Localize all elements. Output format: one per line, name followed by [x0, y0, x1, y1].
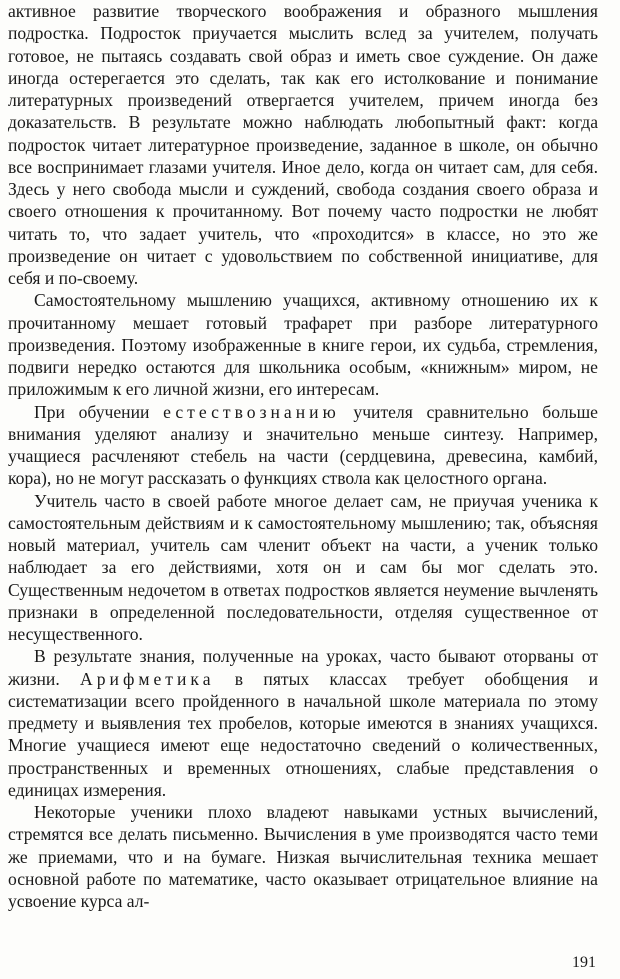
paragraph-6-text: Некоторые ученики плохо владеют навыками устных вычислений, стремятся все делать письменно. Вычисления в уме производятся часто теми же приемами, что и на бумаге. Низкая вычислительная техника мешает основной работе по математике, часто оказывает отрицательное влияние на усвоение курса ал- [8, 802, 598, 911]
paragraph-3-text-b: учителя сравнительно больше внимания уделяют анализу и значительно меньше синтезу. Например, учащиеся расчленяют стебель на части (сердцевина, древесина, камбий, кора), но не могут рассказать о функциях ствола как целостного органа. [8, 401, 598, 489]
paragraph-3 [8, 401, 598, 490]
paragraph-2 [8, 289, 598, 400]
body-text [8, 0, 598, 912]
paragraph-5-text-b: в пятых классах требует обобщения и систематизации всего пройденного в начальной школе материала по этому предмету и выявления тех пробелов, которые имеются в знаниях учащихся. Многие учащиеся имеют еще недостаточно сведений о количественных, пространственных и временных отношениях, слабые представления о единицах измерения. [8, 668, 598, 800]
paragraph-1-text: активное развитие творческого воображения и образного мышления подростка. Подросток приучается мыслить вслед за учителем, получать готовое, не пытаясь создавать свой образ и иметь свое суждение. Он даже иногда остерегается это сделать, так как его истолкование и понимание литературных произведений отвергается учителем, причем иногда без доказательств. В результате можно наблюдать любопытный факт: когда подросток читает литературное произведение, заданное в школе, он обычно все воспринимает глазами учителя. Иное дело, когда он читает сам, для себя. Здесь у него свобода мысли и суждений, свобода создания своего образа и своего отношения к прочитанному. Вот почему часто подростки не любят читать то, что задает учитель, что «проходится» в классе, но это же произведение он читает с удовольствием по собственной инициативе, для себя и по-своему. [8, 1, 598, 288]
paragraph-1 [8, 0, 598, 289]
paragraph-4-text: Учитель часто в своей работе многое делает сам, не приучая ученика к самостоятельным действиям и к самостоятельному мышлению; так, объясняя новый материал, учитель сам членит объект на части, а ученик только наблюдает за его действиями, хотя он и сам бы мог сделать это. Существенным недочетом в ответах подростков является неумение вычленять признаки в определенной последовательности, отделяя существенное от несущественного. [8, 490, 598, 644]
paragraph-5-text-a: В результате знания, полученные на уроках, часто бывают оторваны от жизни. [8, 646, 598, 689]
paragraph-5 [8, 645, 598, 801]
paragraph-2-text: Самостоятельному мышлению учащихся, активному отношению их к прочитанному мешает готовый трафарет при разборе литературного произведения. Поэтому изображенные в книге герои, их судьба, стремления, подвиги нередко остаются для школьника особым, «книжным» миром, не приложимым к его личной жизни, его интересам. [8, 290, 598, 400]
paragraph-3-spaced-term: естествознанию [163, 401, 340, 422]
paragraph-3-text-a: При обучении [34, 401, 164, 422]
paragraph-4 [8, 490, 598, 646]
paragraph-5-spaced-term: Арифметика [80, 668, 215, 689]
page-number: 191 [572, 954, 596, 971]
paragraph-6 [8, 801, 598, 912]
